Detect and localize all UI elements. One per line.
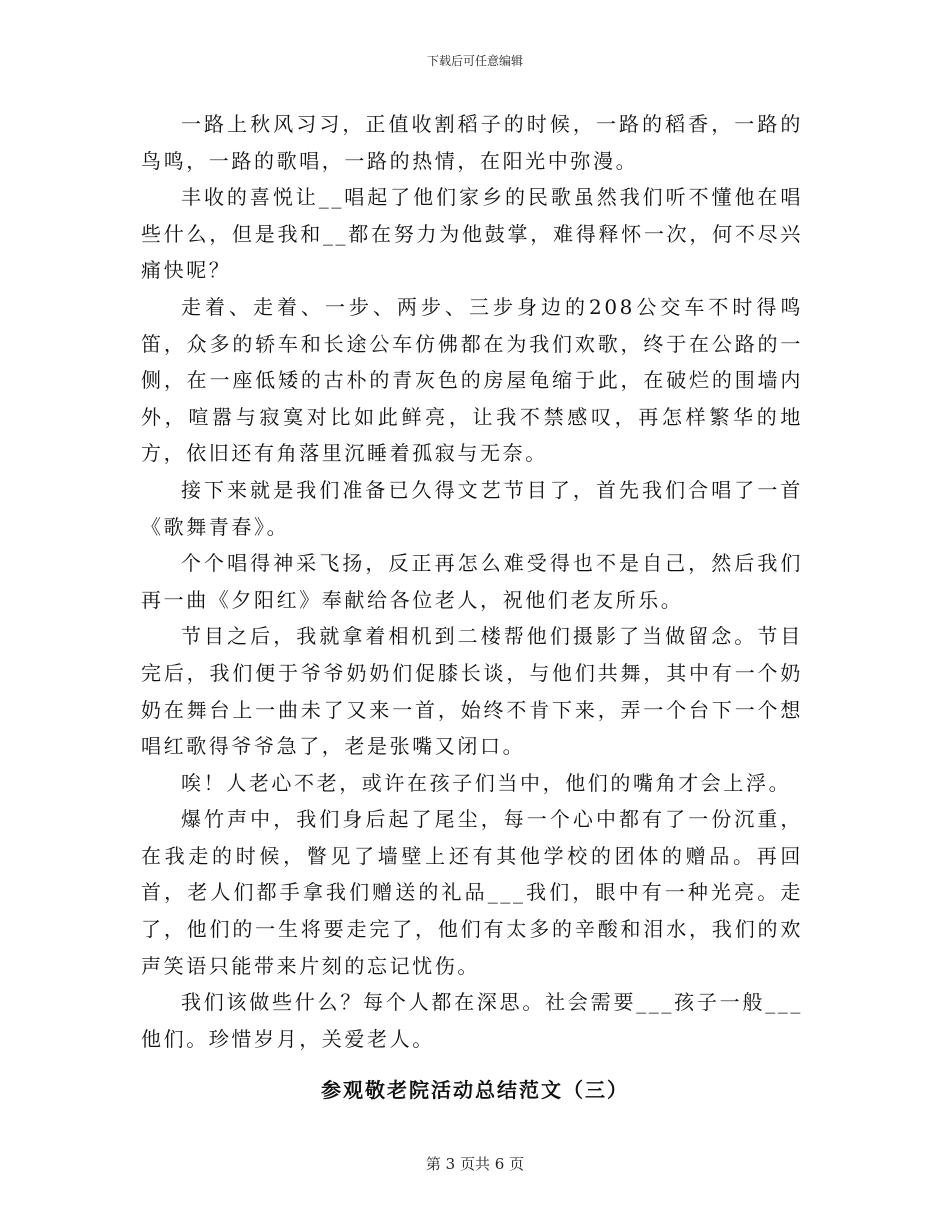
section-heading: 参观敬老院活动总结范文（三） <box>321 1078 629 1102</box>
paragraph: 接下来就是我们准备已久得文艺节目了，首先我们合唱了一首《歌舞青春》。 <box>141 477 803 539</box>
paragraph: 个个唱得神采飞扬，反正再怎么难受得也不是自己，然后我们再一曲《夕阳红》奉献给各位老人，祝他们老友所乐。 <box>141 551 803 612</box>
paragraph: 一路上秋风习习，正值收割稻子的时候，一路的稻香，一路的鸟鸣，一路的歌唱，一路的热情，在阳光中弥漫。 <box>141 112 803 173</box>
document-body <box>141 106 803 1057</box>
paragraph: 丰收的喜悦让__唱起了他们家乡的民歌虽然我们听不懂他在唱些什么，但是我和__都在努力为他鼓掌，难得释怀一次，何不尽兴痛快呢？ <box>141 185 803 283</box>
paragraph: 走着、走着、一步、两步、三步身边的208公交车不时得鸣笛，众多的轿车和长途公车仿佛都在为我们欢歌，终于在公路的一侧，在一座低矮的古朴的青灰色的房屋龟缩于此，在破烂的围墙内外，喧嚣与寂寞对比如此鲜亮，让我不禁感叹，再怎样繁华的地方，依旧还有角落里沉睡着孤寂与无奈。 <box>141 294 803 466</box>
page-header: 下载后可任意编辑 <box>426 54 523 68</box>
paragraph: 节目之后，我就拿着相机到二楼帮他们摄影了当做留念。节目完后，我们便于爷爷奶奶们促膝长谈，与他们共舞，其中有一个奶奶在舞台上一曲未了又来一首，始终不肯下来，弄一个台下一个想唱红歌得爷爷急了，老是张嘴又闭口。 <box>141 624 803 759</box>
paragraph: 唉！人老心不老，或许在孩子们当中，他们的嘴角才会上浮。 <box>181 770 792 795</box>
paragraph: 我们该做些什么？每个人都在深思。社会需要___孩子一般___他们。珍惜岁月，关爱老人。 <box>141 990 803 1051</box>
paragraph: 爆竹声中，我们身后起了尾尘，每一个心中都有了一份沉重，在我走的时候，瞥见了墙壁上还有其他学校的团体的赠品。再回首，老人们都手拿我们赠送的礼品___我们，眼中有一种光亮。走了，他们的一生将要走完了，他们有太多的辛酸和泪水，我们的欢声笑语只能带来片刻的忘记忧伤。 <box>141 807 803 978</box>
page-footer: 第 3 页共 6 页 <box>425 1155 525 1173</box>
